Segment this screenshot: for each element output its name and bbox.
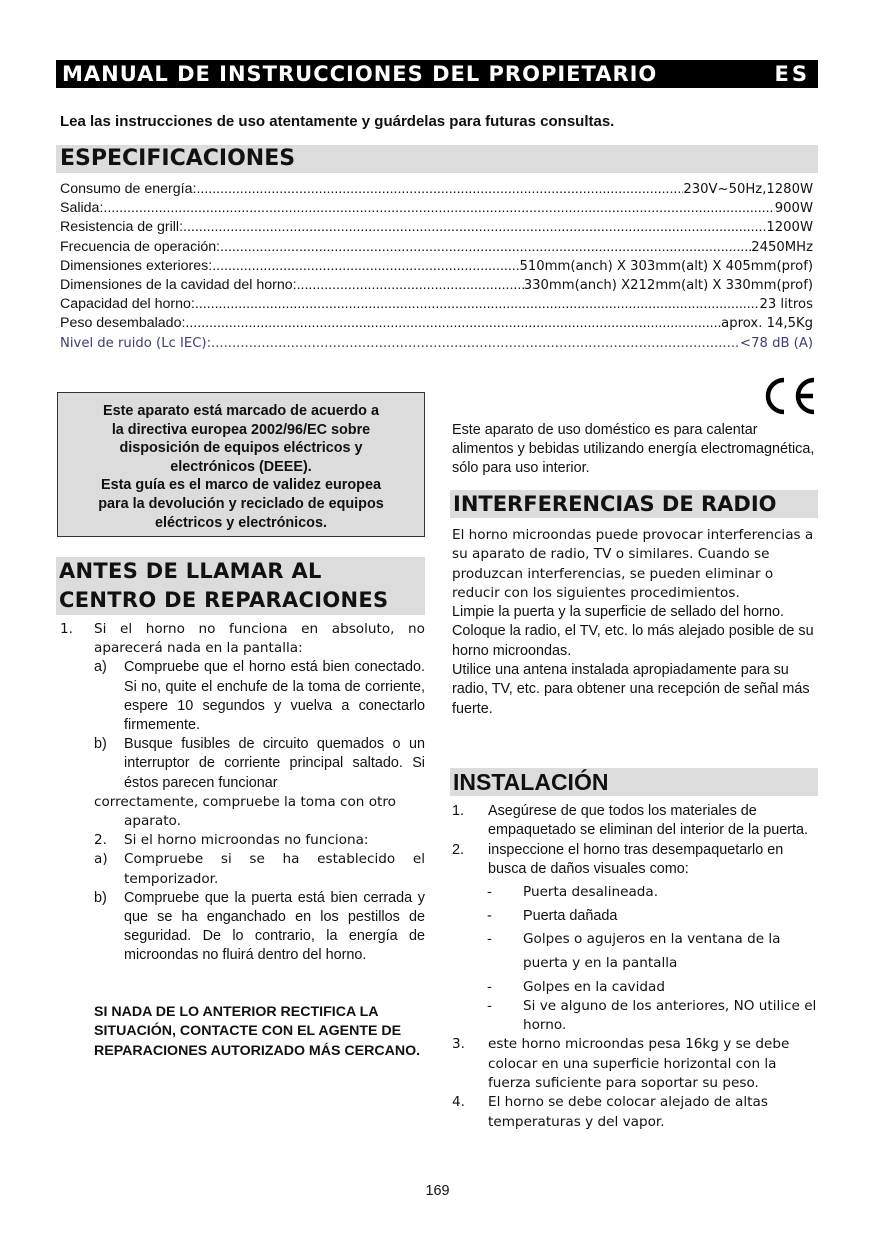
before-calling-heading: ANTES DE LLAMAR AL CENTRO DE REPARACIONES xyxy=(56,557,425,615)
weee-line: la directiva europea 2002/96/EC sobre xyxy=(111,421,371,438)
specifications-list xyxy=(60,180,813,353)
list-subitem: a) Compruebe que el horno está bien conectado. Si no, quite el enchufe de la toma de corriente, espere 10 segundos y vuelva a conectarlo firmemente. xyxy=(94,659,425,734)
radio-paragraph: Coloque la radio, el TV, etc. lo más alejado posible de su horno microondas. xyxy=(452,623,814,659)
spec-label: Peso desembalado: xyxy=(60,315,186,332)
spec-value: 230V~50Hz,1280W xyxy=(683,182,813,197)
list-item: 1. Si el horno no funciona en absoluto, no aparecerá nada en la pantalla: xyxy=(60,621,425,657)
spec-row-output xyxy=(60,199,813,218)
spec-label: Nivel de ruido (Lc IEC): xyxy=(60,335,212,351)
weee-line: eléctricos y electrónicos. xyxy=(155,514,327,531)
list-subitem-continuation: aparato. xyxy=(124,813,181,830)
spec-label: Salida: xyxy=(60,200,104,217)
list-subitem-continuation: correctamente, compruebe la toma con otro xyxy=(94,793,396,810)
radio-paragraph: El horno microondas puede provocar interferencias a su aparato de radio, TV o similares. Cuando se produzcan interferencias, se pueden eliminar o reducir con los siguientes procedimientos. xyxy=(452,527,814,601)
page-number: 169 xyxy=(425,1183,450,1199)
spec-label: Consumo de energía: xyxy=(60,181,197,197)
spec-value: 330mm(anch) X212mm(alt) X 330mm(prof) xyxy=(523,278,813,294)
spec-row-noise xyxy=(60,334,813,353)
spec-value: 510mm(anch) X 303mm(alt) X 405mm(prof) xyxy=(519,258,813,274)
list-item: 2. inspeccione el horno tras desempaquetarlo en busca de daños visuales como: xyxy=(452,841,784,877)
weee-line: electrónicos (DEEE). xyxy=(170,458,312,475)
installation-heading: INSTALACIÓN xyxy=(450,768,818,796)
list-subitem: - Si ve alguno de los anteriores, NO utilice el horno. xyxy=(487,997,817,1034)
spec-label: Capacidad del horno: xyxy=(60,296,195,313)
spec-value: 900W xyxy=(774,201,813,217)
weee-line: disposición de equipos eléctricos y xyxy=(119,440,363,457)
spec-value: <78 dB (A) xyxy=(740,335,813,351)
list-subitem: - Puerta dañada xyxy=(487,907,618,924)
contact-service-notice: SI NADA DE LO ANTERIOR RECTIFICA LA SITUACIÓN, CONTACTE CON EL AGENTE DE REPARACIONES AUTORIZADO MÁS CERCANO. xyxy=(94,1004,421,1059)
list-item: 3. este horno microondas pesa 16kg y se debe colocar en una superficie horizontal con la fuerza suficiente para soportar su peso. xyxy=(452,1036,790,1092)
weee-line: Esta guía es el marco de validez europea xyxy=(101,477,381,494)
spec-value: 1200W xyxy=(766,220,813,236)
troubleshooting-list xyxy=(56,620,425,966)
specifications-heading: ESPECIFICACIONES xyxy=(56,145,818,173)
spec-label: Dimensiones de la cavidad del horno: xyxy=(60,277,297,294)
spec-value: 23 litros xyxy=(759,297,813,313)
list-item: 4. El horno se debe colocar alejado de altas temperaturas y del vapor. xyxy=(452,1094,768,1130)
spec-row-cavity-dimensions xyxy=(60,276,813,295)
list-subitem: - Golpes o agujeros en la ventana de la puerta y en la pantalla xyxy=(487,931,781,971)
list-item: 2. Si el horno microondas no funciona: xyxy=(94,832,369,849)
spec-row-capacity xyxy=(60,295,813,314)
spec-label: Frecuencia de operación: xyxy=(60,238,221,255)
document-title-bar xyxy=(56,60,818,88)
list-subitem: b) Busque fusibles de circuito quemados o un interruptor de corriente principal saltado. Si éstos parecen funcionar xyxy=(94,736,425,791)
list-subitem: - Golpes en la cavidad xyxy=(487,978,665,995)
installation-list xyxy=(452,802,818,1132)
radio-interference-text xyxy=(452,526,818,719)
list-subitem: b) Compruebe que la puerta está bien cerrada y que se ha enganchado en los pestillos de seguridad. De lo contrario, la energía de microondas no fluirá dentro del horno. xyxy=(94,889,425,964)
weee-notice-box xyxy=(57,392,425,537)
weee-line: para la devolución y reciclado de equipos xyxy=(98,495,384,512)
list-subitem: a) Compruebe si se ha establecido el temporizador. xyxy=(94,851,425,887)
spec-value: 2450MHz xyxy=(751,239,813,255)
list-item: 1. Asegúrese de que todos los materiales de empaquetado se eliminan del interior de la puerta. xyxy=(452,803,808,839)
document-title: MANUAL DE INSTRUCCIONES DEL PROPIETARIO xyxy=(62,62,658,86)
ce-mark-icon xyxy=(760,376,818,416)
radio-interference-heading: INTERFERENCIAS DE RADIO xyxy=(450,490,818,518)
spec-value: aprox. 14,5Kg xyxy=(721,316,813,332)
spec-row-power xyxy=(60,180,813,199)
spec-row-frequency xyxy=(60,238,813,257)
weee-line: Este aparato está marcado de acuerdo a xyxy=(103,403,379,419)
usage-statement: Este aparato de uso doméstico es para calentar alimentos y bebidas utilizando energía electromagnética, sólo para uso interior. xyxy=(452,422,815,477)
language-code: ES xyxy=(774,62,810,86)
spec-label: Resistencia de grill: xyxy=(60,219,184,236)
spec-row-grill xyxy=(60,218,813,237)
intro-text: Lea las instrucciones de uso atentamente y guárdelas para futuras consultas. xyxy=(60,113,615,130)
radio-paragraph: Limpie la puerta y la superficie de sellado del horno. xyxy=(452,604,784,621)
spec-row-weight xyxy=(60,314,813,333)
radio-paragraph: Utilice una antena instalada apropiadamente para su radio, TV, etc. para obtener una recepción de señal más fuerte. xyxy=(452,662,810,717)
spec-label: Dimensiones exteriores: xyxy=(60,257,213,274)
spec-row-outer-dimensions xyxy=(60,257,813,276)
list-subitem: - Puerta desalineada. xyxy=(487,884,659,901)
